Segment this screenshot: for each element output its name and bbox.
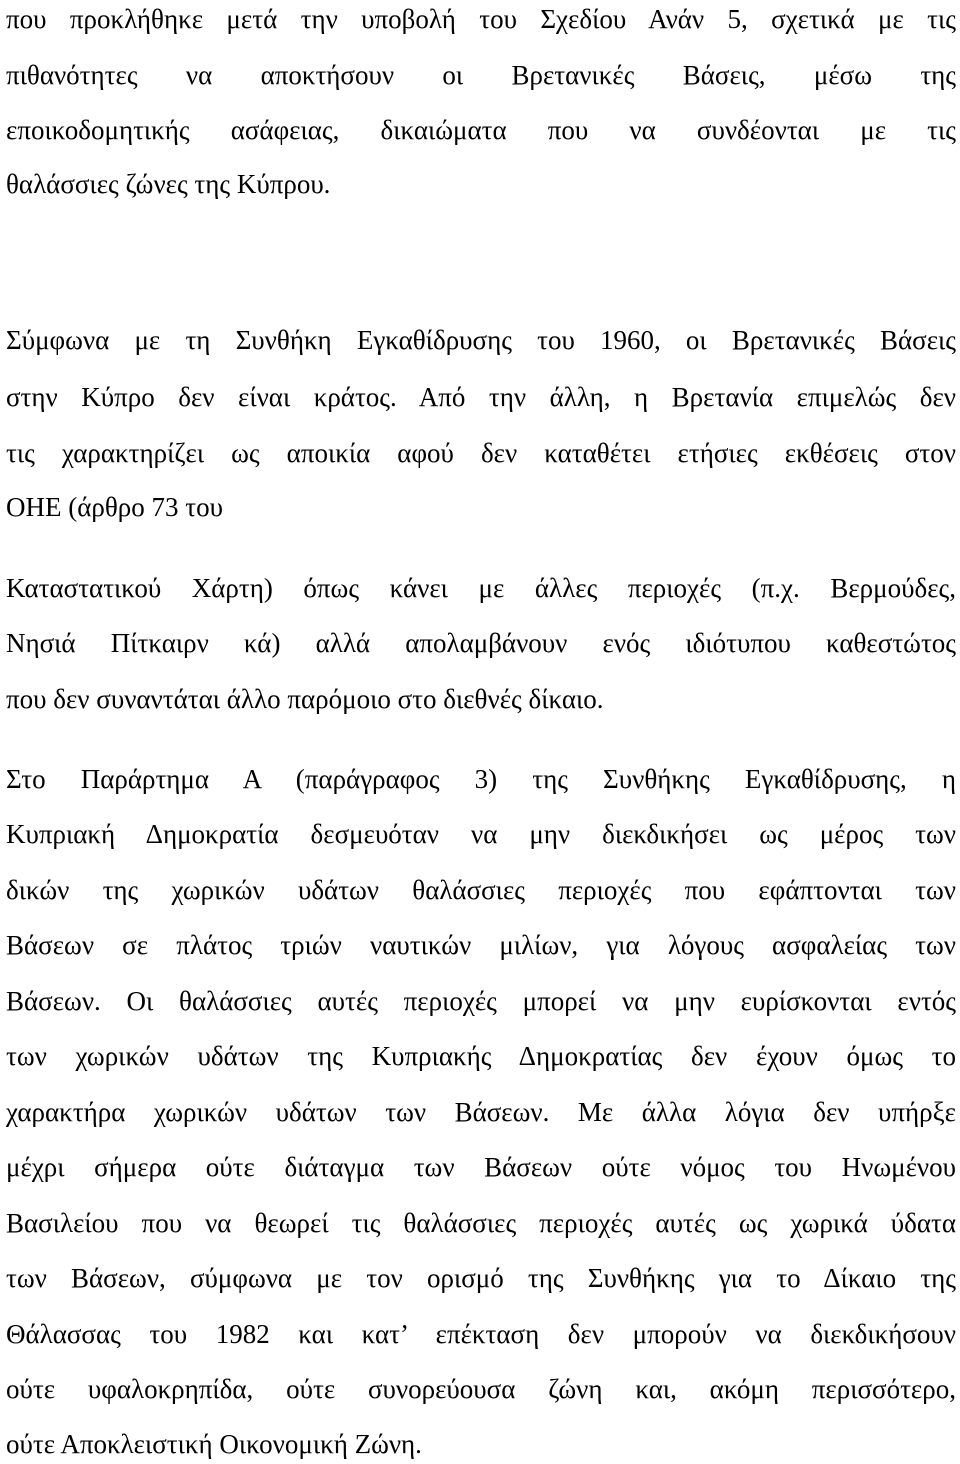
text-line: Σύμφωνα με τη Συνθήκη Εγκαθίδρυσης του 1960, οι Βρετανικές Βάσεις: [6, 325, 956, 355]
text-line: στην Κύπρο δεν είναι κράτος. Από την άλλη, η Βρετανία επιμελώς δεν: [6, 382, 956, 412]
text-line: ΟΗΕ (άρθρο 73 του: [6, 492, 223, 522]
text-line: Θάλασσας του 1982 και κατ’ επέκταση δεν μπορούν να διεκδικήσουν: [6, 1319, 956, 1349]
text-line: που προκλήθηκε μετά την υποβολή του Σχεδίου Ανάν 5, σχετικά με τις: [6, 4, 956, 34]
text-line: Κυπριακή Δημοκρατία δεσμευόταν να μην διεκδικήσει ως μέρος των: [6, 819, 956, 849]
text-line: των Βάσεων, σύμφωνα με τον ορισμό της Συνθήκης για το Δίκαιο της: [6, 1263, 956, 1293]
text-line: Νησιά Πίτκαιρν κά) αλλά απολαμβάνουν ενός ιδιότυπου καθεστώτος: [6, 628, 956, 658]
text-line: χαρακτήρα χωρικών υδάτων των Βάσεων. Με άλλα λόγια δεν υπήρξε: [6, 1097, 956, 1127]
text-line: πιθανότητες να αποκτήσουν οι Βρετανικές Βάσεις, μέσω της: [6, 60, 956, 90]
text-line: τις χαρακτηρίζει ως αποικία αφού δεν καταθέτει ετήσιες εκθέσεις στον: [6, 438, 956, 468]
text-line: που δεν συναντάται άλλο παρόμοιο στο διεθνές δίκαιο.: [6, 684, 604, 714]
text-line: δικών της χωρικών υδάτων θαλάσσιες περιοχές που εφάπτονται των: [6, 875, 956, 905]
text-line: των χωρικών υδάτων της Κυπριακής Δημοκρατίας δεν έχουν όμως το: [6, 1041, 956, 1071]
text-line: θαλάσσιες ζώνες της Κύπρου.: [6, 169, 331, 199]
text-line: μέχρι σήμερα ούτε διάταγμα των Βάσεων ούτε νόμος του Ηνωμένου: [6, 1152, 956, 1182]
text-line: Καταστατικού Χάρτη) όπως κάνει με άλλες περιοχές (π.χ. Βερμούδες,: [6, 573, 956, 603]
text-line: ούτε υφαλοκρηπίδα, ούτε συνορεύουσα ζώνη και, ακόμη περισσότερο,: [6, 1374, 956, 1404]
text-line: Βάσεων. Οι θαλάσσιες αυτές περιοχές μπορεί να μην ευρίσκονται εντός: [6, 986, 956, 1016]
text-line: Βάσεων σε πλάτος τριών ναυτικών μιλίων, για λόγους ασφαλείας των: [6, 930, 956, 960]
text-line: εποικοδομητικής ασάφειας, δικαιώματα που να συνδέονται με τις: [6, 115, 956, 145]
text-line: Στο Παράρτημα Α (παράγραφος 3) της Συνθήκης Εγκαθίδρυσης, η: [6, 764, 956, 794]
text-line: Βασιλείου που να θεωρεί τις θαλάσσιες περιοχές αυτές ως χωρικά ύδατα: [6, 1208, 956, 1238]
text-line: ούτε Αποκλειστική Οικονομική Ζώνη.: [6, 1429, 422, 1459]
